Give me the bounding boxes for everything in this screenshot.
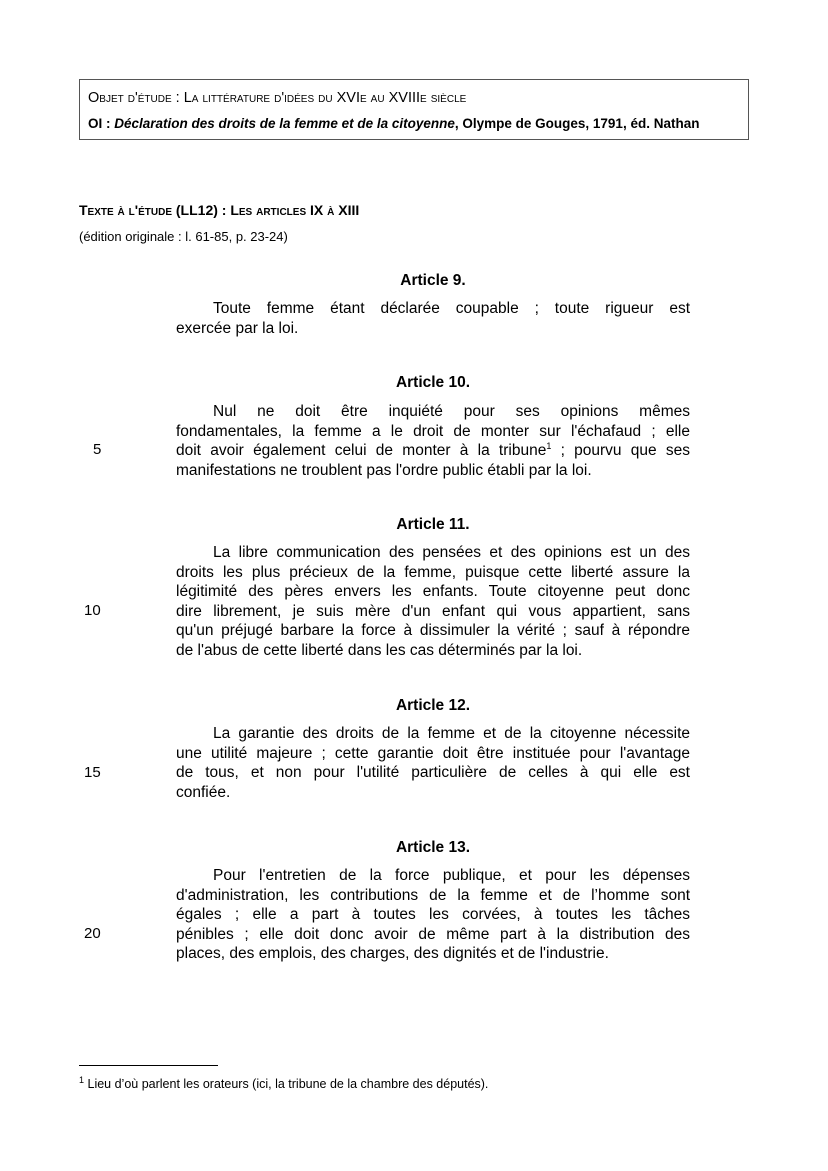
line-number-15: 15 (84, 764, 101, 781)
subject-line: Objet d'étude : La littérature d'idées du XVIe au XVIIIe siècle (88, 90, 467, 106)
text-line: égales ; elle a part à toutes les corvées, à toutes les tâches (176, 906, 690, 924)
text-line: droits les plus précieux de la femme, puisque cette liberté assure la (176, 563, 690, 581)
text-line: d'administration, les contributions de la femme et de l’homme sont (176, 886, 690, 904)
text-line: fondamentales, la femme a le droit de monter sur l'échafaud ; elle (176, 422, 690, 440)
line-number-10: 10 (84, 602, 101, 619)
article-10-title: Article 10. (395, 374, 471, 391)
text-line: qu'un préjugé barbare la force à dissimuler la vérité ; sauf à répondre (176, 622, 690, 640)
text-line: Toute femme étant déclarée coupable ; toute rigueur est (213, 300, 690, 317)
article-12-text (176, 724, 690, 802)
line-number-5: 5 (93, 441, 102, 458)
text-line: pénibles ; elle doit donc avoir de même part à la distribution des (176, 925, 690, 943)
text-line: places, des emplois, des charges, des dignités et de l'industrie. (176, 945, 609, 963)
work-title: Déclaration des droits de la femme et de la citoyenne (114, 116, 455, 131)
footnote-text: Lieu d’où parlent les orateurs (ici, la tribune de la chambre des députés). (84, 1077, 489, 1091)
edition-note: (édition originale : l. 61-85, p. 23-24) (79, 229, 288, 244)
footnote (79, 1074, 489, 1091)
text-line: dire librement, je suis mère d'un enfant qui vous appartient, sans (176, 602, 690, 620)
work-reference (88, 116, 699, 131)
text-line: légitimité des pères envers les enfants. Toute citoyenne peut donc (176, 583, 690, 601)
article-9-title: Article 9. (400, 272, 466, 289)
text-line: La libre communication des pensées et des opinions est un des (213, 544, 690, 561)
text-line: de tous, et non pour l'utilité particulière de celles à qui elle est (176, 764, 690, 782)
text-line: manifestations ne troublent pas l'ordre public établi par la loi. (176, 461, 592, 479)
line-number-20: 20 (84, 925, 101, 942)
text-line: exercée par la loi. (176, 319, 299, 337)
text-line: confiée. (176, 783, 231, 801)
article-11-text (176, 543, 690, 661)
work-details: , Olympe de Gouges, 1791, éd. Nathan (454, 116, 700, 131)
footnote-divider (79, 1065, 218, 1066)
article-13-title: Article 13. (395, 839, 471, 856)
article-12-title: Article 12. (395, 697, 471, 714)
text-line: Pour l'entretien de la force publique, et pour les dépenses (213, 867, 690, 884)
article-10-text (176, 402, 690, 480)
footnote-mark: 1 (79, 1074, 85, 1085)
article-9-text (176, 299, 690, 338)
text-line-with-footnote (176, 441, 690, 461)
footnote-reference: 1 (546, 441, 552, 452)
text-line: une utilité majeure ; cette garantie doit être instituée pour l'avantage (176, 744, 690, 762)
text-segment: doit avoir également celui de monter à la tribune (176, 442, 547, 460)
text-line: de l'abus de cette liberté dans les cas déterminés par la loi. (176, 641, 583, 659)
header-box (79, 79, 749, 140)
text-line: Nul ne doit être inquiété pour ses opinions mêmes (213, 403, 690, 420)
article-11-title: Article 11. (396, 516, 470, 533)
work-prefix: OI : (88, 116, 115, 131)
text-segment: ; pourvu que ses (551, 442, 690, 460)
text-line: La garantie des droits de la femme et de la citoyenne nécessite (213, 725, 690, 742)
study-title: Texte à l'étude (LL12) : Les articles IX à XIII (79, 202, 360, 218)
article-13-text (176, 866, 690, 964)
